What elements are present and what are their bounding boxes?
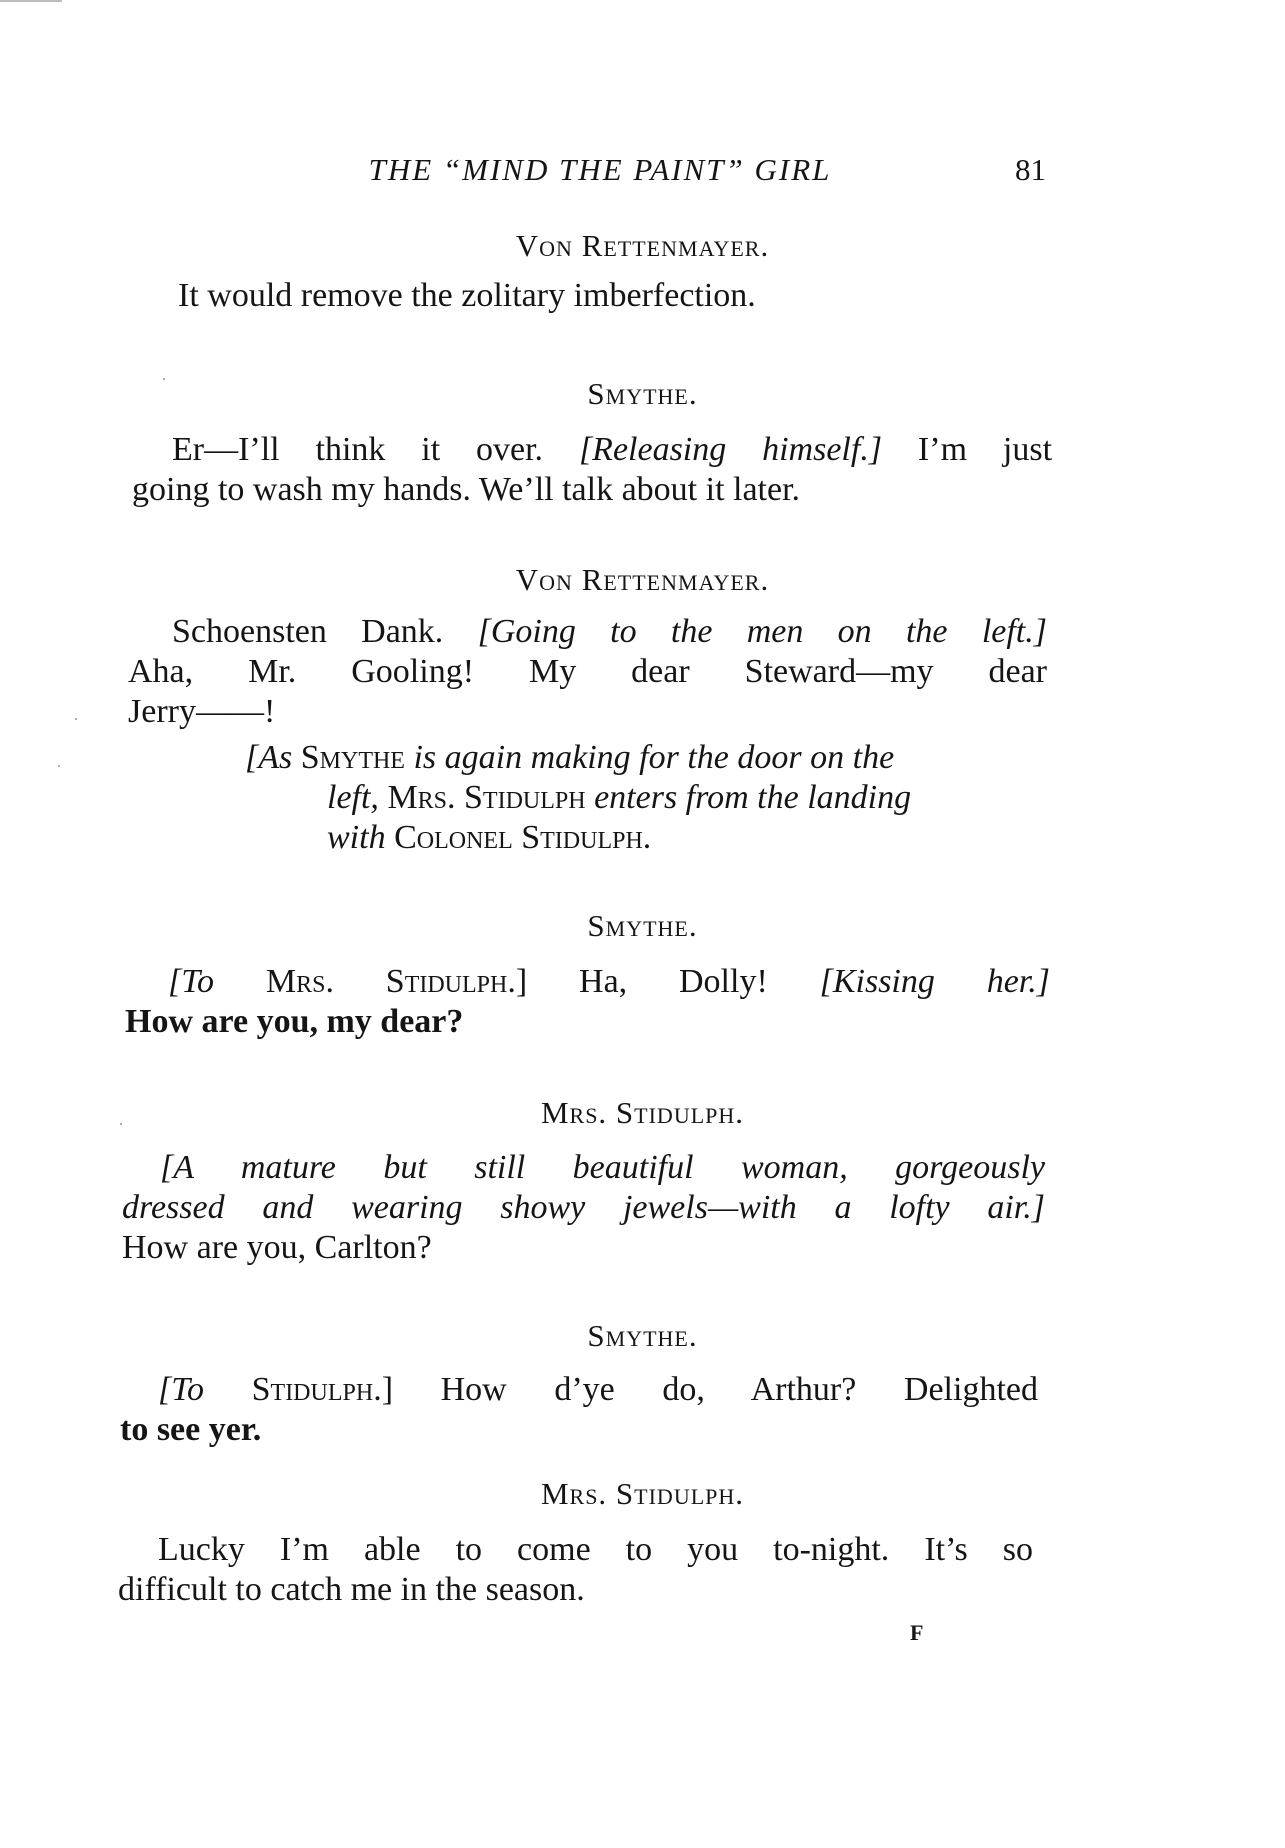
speaker-name: Smythe. — [587, 908, 698, 943]
stage-direction — [245, 738, 894, 778]
stage-direction — [327, 778, 911, 818]
scan-edge-mark — [0, 0, 62, 2]
stage-direction-text: is again making for the door on the — [404, 739, 895, 776]
stage-direction-text: with — [327, 819, 395, 856]
speech-text: I’m just — [882, 431, 1053, 468]
speaker-name: Mrs. Stidulph. — [540, 1476, 745, 1511]
stage-direction: [Kissing her.] — [819, 963, 1050, 1000]
page-header — [0, 152, 1285, 192]
scan-speck — [58, 765, 60, 767]
stage-direction: [To — [168, 963, 266, 1000]
speech-line: Jerry——! — [128, 693, 276, 730]
page-number: 81 — [1015, 152, 1046, 187]
speech-line — [172, 430, 1052, 470]
speech-line: difficult to catch me in the season. — [118, 1571, 585, 1608]
character-name: Mrs. Stidulph. — [265, 963, 516, 1000]
speech-text: ] Ha, Dolly! — [515, 963, 820, 1000]
speech-line: Aha, Mr. Gooling! My dear Steward—my dear — [128, 653, 1047, 690]
running-title: THE “MIND THE PAINT” GIRL — [368, 152, 832, 187]
stage-direction — [327, 818, 651, 858]
speaker-name: Von Rettenmayer. — [515, 228, 770, 263]
stage-direction-text: [As — [245, 739, 301, 776]
speech-line — [168, 962, 1050, 1002]
speech-line — [172, 612, 1047, 652]
speech-line — [158, 1370, 1038, 1410]
speech-line: Lucky I’m able to come to you to-night. It’s so — [158, 1531, 1033, 1568]
stage-direction: [To — [158, 1371, 252, 1408]
speaker-name: Smythe. — [587, 376, 698, 411]
speaker-name: Von Rettenmayer. — [515, 562, 770, 597]
stage-direction: dressed and wearing showy jewels—with a lofty air.] — [122, 1189, 1045, 1226]
stage-direction: [Going to the men on the left.] — [477, 613, 1047, 650]
speech-line: going to wash my hands. We’ll talk about it later. — [132, 471, 801, 508]
stage-direction: [Releasing himself.] — [578, 431, 883, 468]
character-name: Smythe — [300, 739, 405, 776]
speech-line: to see yer. — [120, 1411, 262, 1448]
speech-line: How are you, Carlton? — [122, 1229, 432, 1266]
signature-mark: F — [910, 1620, 924, 1645]
speech-line: It would remove the zolitary imberfection. — [178, 277, 756, 314]
speech-text: ] How d’ye do, Arthur? Delighted — [381, 1371, 1038, 1408]
speaker-name: Mrs. Stidulph. — [540, 1095, 745, 1130]
stage-direction-text: left, — [327, 779, 388, 816]
speech-line: How are you, my dear? — [125, 1003, 464, 1040]
character-name: Colonel Stidulph. — [394, 819, 652, 856]
character-name: Stidulph. — [251, 1371, 382, 1408]
speaker-name: Smythe. — [587, 1318, 698, 1353]
stage-direction-text: enters from the landing — [585, 779, 912, 816]
character-name: Mrs. Stidulph — [387, 779, 586, 816]
stage-direction: [A mature but still beautiful woman, gorgeously — [160, 1149, 1045, 1186]
speech-text: Schoensten Dank. — [172, 613, 478, 650]
speech-text: Er—I’ll think it over. — [172, 431, 544, 468]
scan-speck — [75, 718, 77, 720]
